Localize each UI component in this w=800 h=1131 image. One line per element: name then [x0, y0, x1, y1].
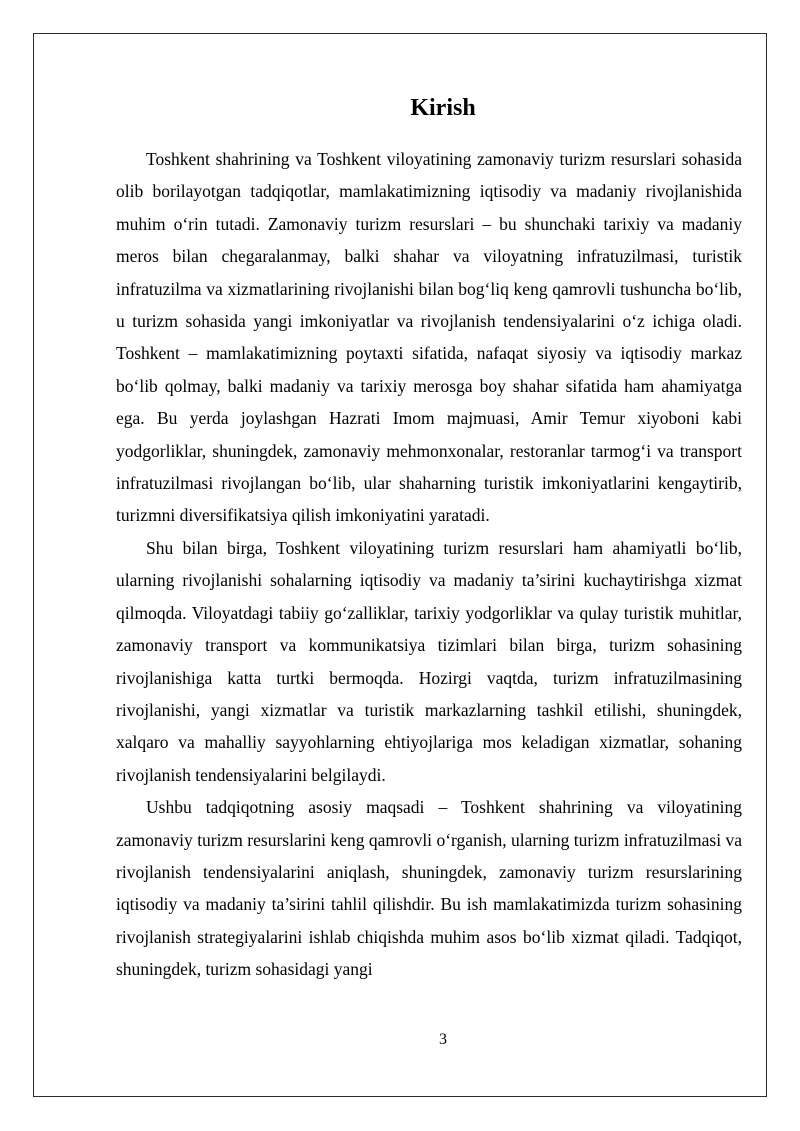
paragraph-3: Ushbu tadqiqotning asosiy maqsadi – Toshkent shahrining va viloyatining zamonaviy turizm resurslarini keng qamrovli o‘rganish, ularning turizm infratuzilmasi va rivojlanish tendensiyalarini aniqlash, shuningdek, zamonaviy turizm resurslarining iqtisodiy va madaniy ta’sirini tahlil qilishdir. Bu ish mamlakatimizda turizm sohasining rivojlanish strategiyalarini ishlab chiqishda muhim asos bo‘lib xizmat qiladi. Tadqiqot, shuningdek, turizm sohasidagi yangi	[116, 797, 742, 980]
page-number: 3	[439, 1031, 447, 1048]
paragraph-1: Toshkent shahrining va Toshkent viloyatining zamonaviy turizm resurslari sohasida olib borilayotgan tadqiqotlar, mamlakatimizning iqtisodiy va madaniy rivojlanishida muhim o‘rin tutadi. Zamonaviy turizm resurslari – bu shunchaki tarixiy va madaniy meros bilan chegaralanmay, balki shahar va viloyatning infratuzilmasi, turistik infratuzilma va xizmatlarining rivojlanishi bilan bog‘liq keng qamrovli tushuncha bo‘lib, u turizm sohasida yangi imkoniyatlar va rivojlanish tendensiyalarini o‘z ichiga oladi. Toshkent – mamlakatimizning poytaxti sifatida, nafaqat siyosiy va iqtisodiy markaz bo‘lib qolmay, balki madaniy va tarixiy merosga boy shahar sifatida ham ahamiyatga ega. Bu yerda joylashgan Hazrati Imom majmuasi, Amir Temur xiyoboni kabi yodgorliklar, shuningdek, zamonaviy mehmonxonalar, restoranlar tarmog‘i va transport infratuzilmasi rivojlangan bo‘lib, ular shaharning turistik imkoniyatlarini kengaytirib, turizmni diversifikatsiya qilish imkoniyatini yaratadi.	[116, 149, 742, 526]
document-body	[116, 143, 742, 986]
page-title: Kirish	[410, 95, 476, 122]
paragraph-2: Shu bilan birga, Toshkent viloyatining turizm resurslari ham ahamiyatli bo‘lib, ularning rivojlanishi sohalarning iqtisodiy va madaniy ta’sirini kuchaytirishga xizmat qilmoqda. Viloyatdagi tabiiy go‘zalliklar, tarixiy yodgorliklar va qulay turistik muhitlar, zamonaviy transport va kommunikatsiya tizimlari bilan birga, turizm sohasining rivojlanishiga katta turtki bermoqda. Hozirgi vaqtda, turizm infratuzilmasining rivojlanishi, yangi xizmatlar va turistik markazlarning tashkil etilishi, shuningdek, xalqaro va mahalliy sayyohlarning ehtiyojlariga mos keladigan xizmatlar, sohaning rivojlanish tendensiyalarini belgilaydi.	[116, 537, 742, 785]
